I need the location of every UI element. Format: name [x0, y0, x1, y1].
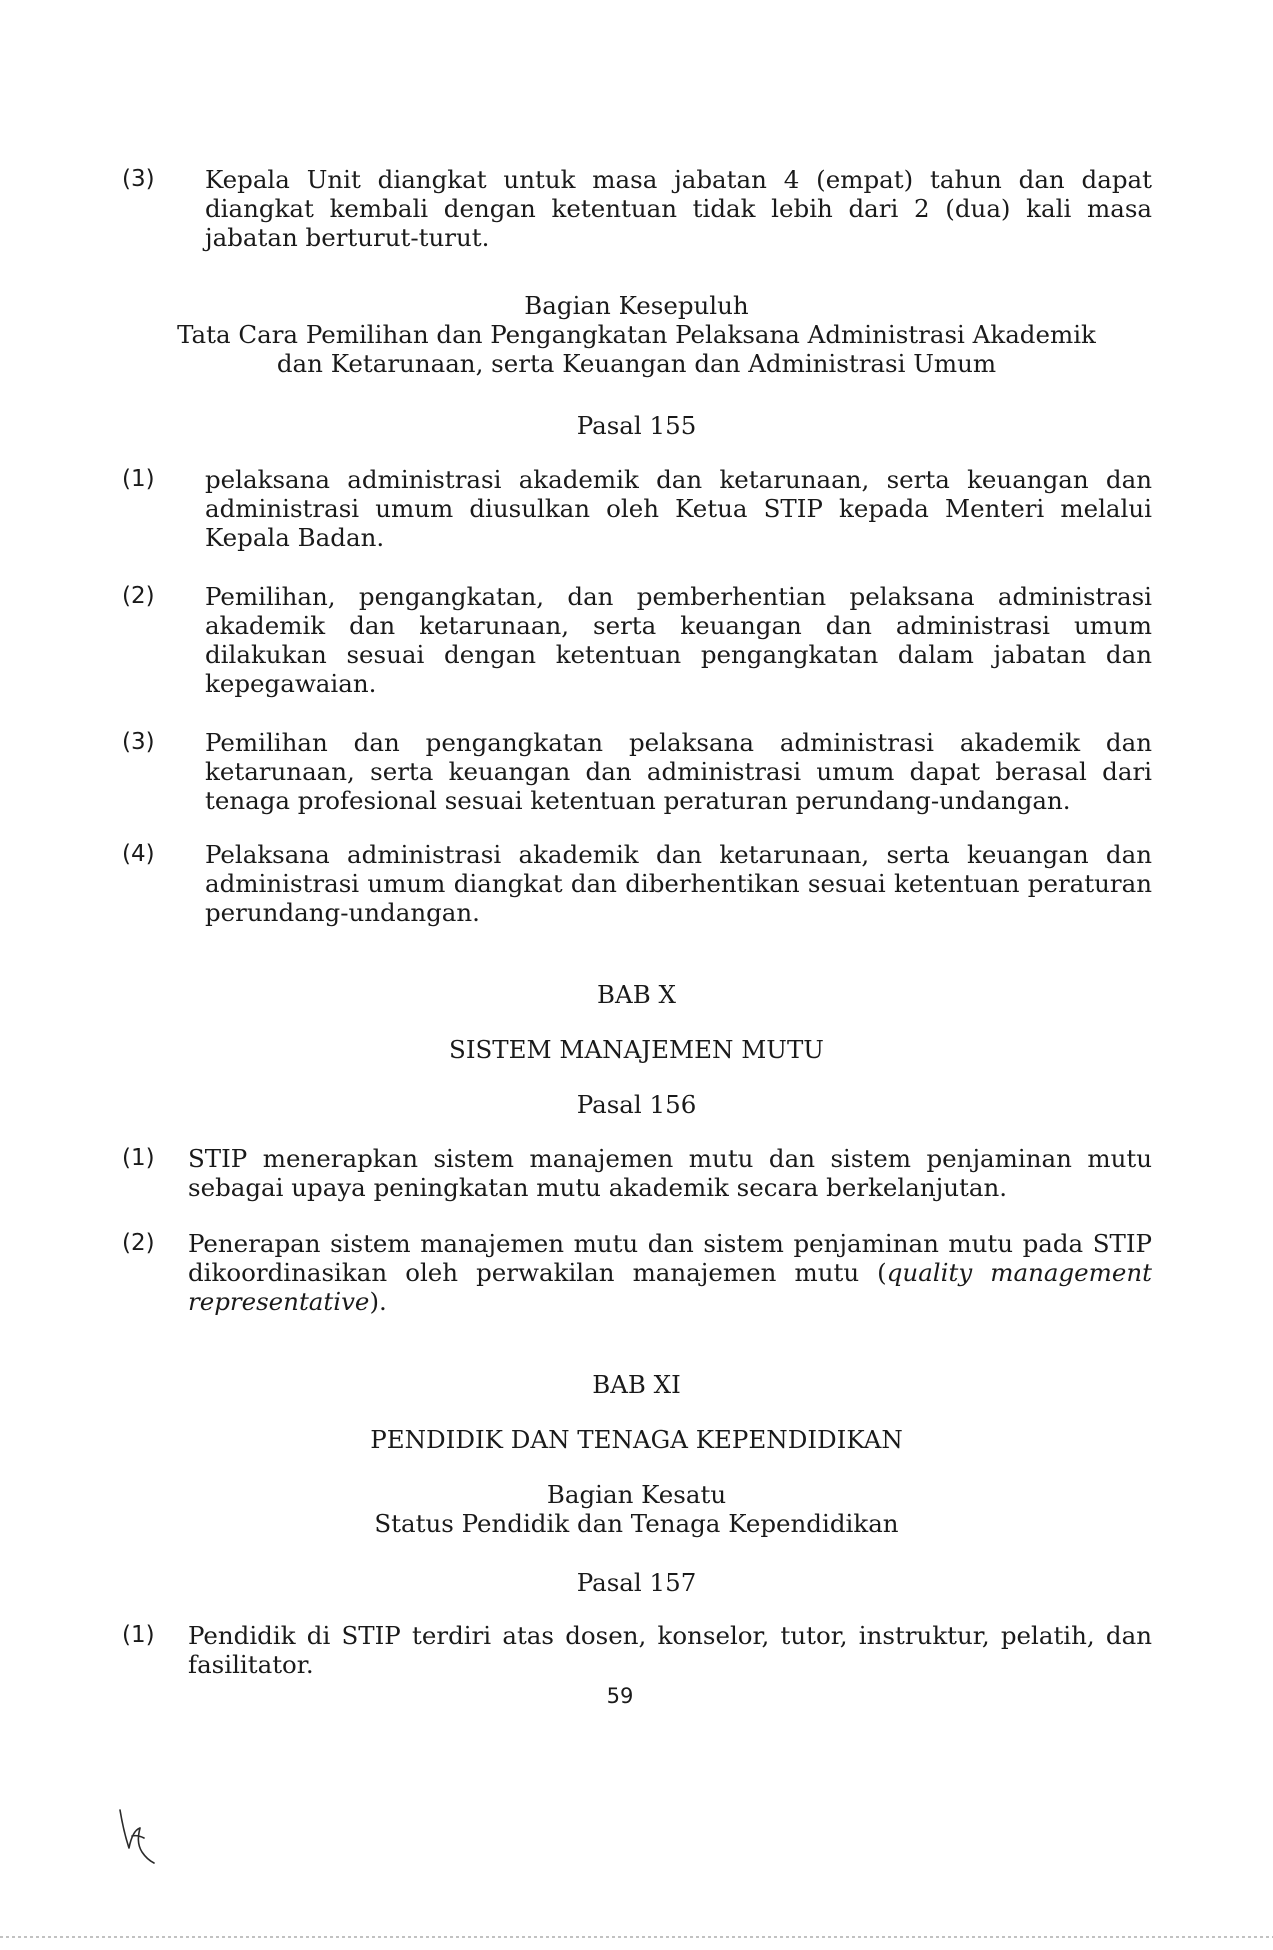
- item-text: Pelaksana administrasi akademik dan ketarunaan, serta keuangan dan administrasi umum diangkat dan diberhentikan sesuai ketentuan peraturan perundang-undangan.: [205, 840, 1152, 927]
- item-number: (3): [122, 729, 155, 755]
- scan-edge-line: [0, 1936, 1273, 1938]
- bab-xi-title: BAB XI: [592, 1370, 681, 1399]
- item-text: pelaksana administrasi akademik dan ketarunaan, serta keuangan dan administrasi umum diusulkan oleh Ketua STIP kepada Menteri melalui Kepala Badan.: [205, 465, 1152, 552]
- handwritten-initial-mark: [116, 1808, 156, 1864]
- section-subtitle-line-2: dan Ketarunaan, serta Keuangan dan Administrasi Umum: [276, 349, 997, 378]
- pasal-155-item-1: [122, 465, 1152, 552]
- pasal-157-item-1: [122, 1621, 1152, 1679]
- bab-x-title: BAB X: [597, 980, 676, 1009]
- item-text: STIP menerapkan sistem manajemen mutu dan sistem penjaminan mutu sebagai upaya peningkatan mutu akademik secara berkelanjutan.: [188, 1144, 1152, 1202]
- section-title: Bagian Kesepuluh: [524, 291, 749, 320]
- section-subtitle: Status Pendidik dan Tenaga Kependidikan: [374, 1509, 899, 1538]
- pasal-155-title: Pasal 155: [576, 411, 697, 440]
- item-text: Pemilihan dan pengangkatan pelaksana administrasi akademik dan ketarunaan, serta keuangan dan administrasi umum dapat berasal dari tenaga profesional sesuai ketentuan peraturan perundang-undangan.: [205, 728, 1152, 815]
- pasal-155-item-2: [122, 582, 1152, 698]
- item-text: [188, 1229, 1152, 1316]
- section-subtitle-line-1: Tata Cara Pemilihan dan Pengangkatan Pelaksana Administrasi Akademik: [177, 320, 1096, 349]
- item-number: (1): [122, 1145, 155, 1171]
- item-number: (2): [122, 1230, 155, 1256]
- pasal-156-item-1: [122, 1144, 1152, 1202]
- bab-x-subtitle: SISTEM MANAJEMEN MUTU: [449, 1035, 824, 1064]
- paragraph-number: (3): [122, 166, 155, 192]
- pasal-155-item-3: [122, 728, 1152, 815]
- section-heading-bagian-kesatu: [0, 1480, 1273, 1538]
- page-number: 59: [606, 1684, 634, 1708]
- item-number: (2): [122, 583, 155, 609]
- section-heading-bagian-kesepuluh: [0, 291, 1273, 378]
- paragraph-text: Kepala Unit diangkat untuk masa jabatan 4 (empat) tahun dan dapat diangkat kembali dengan ketentuan tidak lebih dari 2 (dua) kali masa jabatan berturut-turut.: [205, 165, 1152, 252]
- pasal-157-title: Pasal 157: [576, 1568, 697, 1597]
- item-number: (4): [122, 841, 155, 867]
- item-text: Pemilihan, pengangkatan, dan pemberhentian pelaksana administrasi akademik dan ketarunaan, serta keuangan dan administrasi umum dilakukan sesuai dengan ketentuan pengangkatan dalam jabatan dan kepegawaian.: [205, 582, 1152, 698]
- item-text-part-end: ).: [369, 1287, 387, 1316]
- item-number: (1): [122, 466, 155, 492]
- item-text: Pendidik di STIP terdiri atas dosen, konselor, tutor, instruktur, pelatih, dan fasilitator.: [188, 1621, 1152, 1679]
- paragraph-top-3: [122, 165, 1152, 252]
- pasal-156-title: Pasal 156: [576, 1090, 697, 1119]
- pasal-156-item-2: [122, 1229, 1152, 1316]
- item-number: (1): [122, 1622, 155, 1648]
- bab-xi-subtitle: PENDIDIK DAN TENAGA KEPENDIDIKAN: [370, 1425, 903, 1454]
- pasal-155-item-4: [122, 840, 1152, 927]
- section-title: Bagian Kesatu: [546, 1480, 727, 1509]
- item-text-part: Penerapan sistem manajemen mutu dan sistem penjaminan mutu pada STIP dikoordinasikan oleh perwakilan manajemen mutu (: [188, 1229, 1152, 1287]
- item-text-italic: quality management representative: [188, 1258, 1152, 1316]
